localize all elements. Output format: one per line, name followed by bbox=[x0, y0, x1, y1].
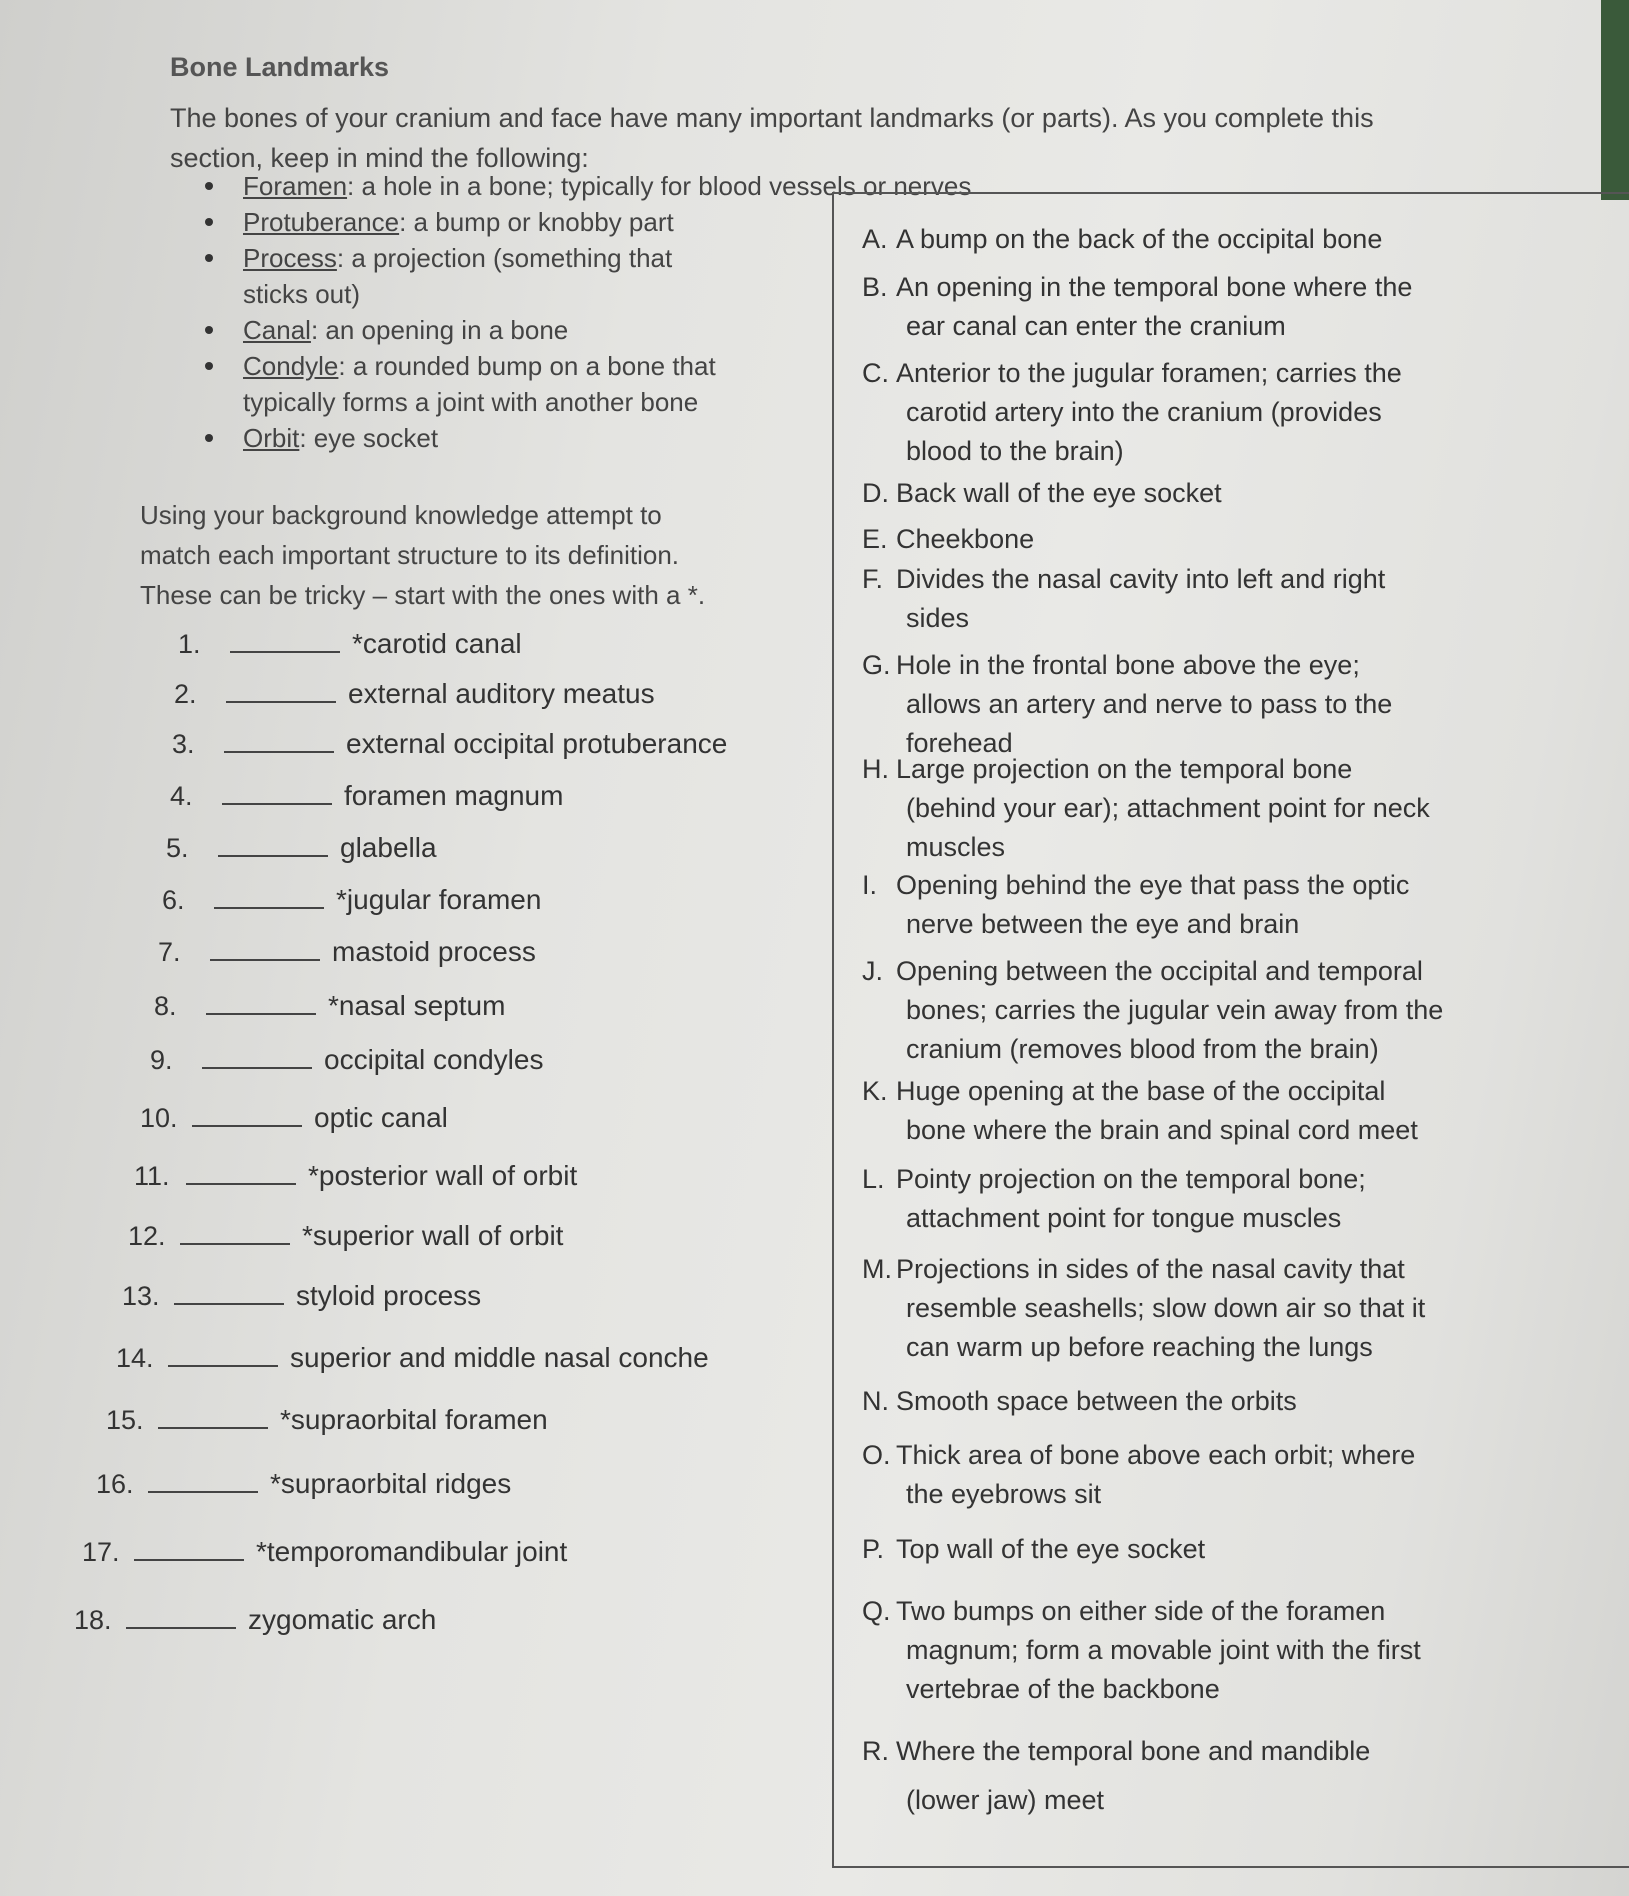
question-4 bbox=[170, 780, 563, 812]
definition-line: bone where the brain and spinal cord meet bbox=[906, 1115, 1418, 1145]
definition-line: Opening behind the eye that pass the optic bbox=[896, 870, 1410, 900]
definition-q bbox=[862, 1592, 1582, 1709]
definition-line: Hole in the frontal bone above the eye; bbox=[896, 650, 1360, 680]
answer-blank[interactable] bbox=[126, 1607, 236, 1629]
definition-line: Opening between the occipital and temporal bbox=[896, 956, 1423, 986]
intro-line: The bones of your cranium and face have many important landmarks (or parts). As you complete this bbox=[170, 103, 1374, 133]
question-5 bbox=[166, 832, 437, 864]
question-number: 17. bbox=[82, 1537, 120, 1567]
question-label: *supraorbital ridges bbox=[270, 1468, 512, 1499]
definition-letter: C. bbox=[862, 358, 889, 388]
page-edge-strip bbox=[1601, 0, 1629, 200]
question-label: mastoid process bbox=[332, 936, 536, 967]
definition-line: Huge opening at the base of the occipital bbox=[896, 1076, 1386, 1106]
definition-line: carotid artery into the cranium (provides bbox=[906, 397, 1382, 427]
question-number: 6. bbox=[162, 885, 185, 915]
definition-line: An opening in the temporal bone where the bbox=[896, 272, 1413, 302]
question-1 bbox=[178, 628, 522, 660]
question-number: 18. bbox=[74, 1605, 112, 1635]
definition-line: Back wall of the eye socket bbox=[896, 478, 1222, 508]
question-label: *temporomandibular joint bbox=[256, 1536, 568, 1567]
question-12 bbox=[128, 1220, 563, 1252]
answer-blank[interactable] bbox=[168, 1345, 278, 1367]
vocab-term: Condyle bbox=[243, 351, 339, 381]
definition-line: blood to the brain) bbox=[906, 436, 1124, 466]
answer-blank[interactable] bbox=[230, 631, 340, 653]
answer-blank[interactable] bbox=[206, 993, 316, 1015]
definition-line: Large projection on the temporal bone bbox=[896, 754, 1353, 784]
definition-l bbox=[862, 1160, 1582, 1238]
question-label: zygomatic arch bbox=[248, 1604, 437, 1635]
definition-c bbox=[862, 354, 1582, 471]
definition-letter: R. bbox=[862, 1736, 889, 1766]
definition-o bbox=[862, 1436, 1582, 1514]
answer-blank[interactable] bbox=[148, 1471, 258, 1493]
instruction-line: Using your background knowledge attempt to bbox=[140, 500, 662, 530]
question-8 bbox=[154, 990, 505, 1022]
definition-letter: O. bbox=[862, 1440, 891, 1470]
answer-blank[interactable] bbox=[174, 1283, 284, 1305]
definition-letter: E. bbox=[862, 524, 888, 554]
vocab-def: : a bump or knobby part bbox=[399, 207, 674, 237]
definition-line: attachment point for tongue muscles bbox=[906, 1203, 1342, 1233]
definition-line: bones; carries the jugular vein away from the bbox=[906, 995, 1444, 1025]
definition-letter: A. bbox=[862, 224, 888, 254]
vocab-def: : a projection (something that bbox=[336, 243, 673, 273]
vocab-term: Process bbox=[243, 243, 337, 273]
definition-i bbox=[862, 866, 1582, 944]
vocab-term: Orbit bbox=[243, 423, 300, 453]
definition-letter: F. bbox=[862, 564, 884, 594]
vocab-def-cont: typically forms a joint with another bone bbox=[243, 387, 699, 417]
definition-j bbox=[862, 952, 1582, 1069]
question-10 bbox=[140, 1102, 448, 1134]
question-label: *carotid canal bbox=[352, 628, 522, 659]
question-17 bbox=[82, 1536, 567, 1568]
answer-blank[interactable] bbox=[202, 1047, 312, 1069]
definition-d bbox=[862, 474, 1582, 513]
definition-line: Cheekbone bbox=[896, 524, 1035, 554]
question-label: occipital condyles bbox=[324, 1044, 544, 1075]
definition-line: Divides the nasal cavity into left and right bbox=[896, 564, 1386, 594]
vocab-def: : a rounded bump on a bone that bbox=[338, 351, 716, 381]
definition-letter: J. bbox=[862, 956, 884, 986]
question-number: 10. bbox=[140, 1103, 178, 1133]
definition-g bbox=[862, 646, 1582, 763]
definition-line: resemble seashells; slow down air so that it bbox=[906, 1293, 1426, 1323]
definition-m bbox=[862, 1250, 1582, 1367]
question-number: 12. bbox=[128, 1221, 166, 1251]
definition-line: cranium (removes blood from the brain) bbox=[906, 1034, 1379, 1064]
question-number: 1. bbox=[178, 629, 201, 659]
definition-letter: D. bbox=[862, 478, 889, 508]
intro-paragraph bbox=[170, 98, 1374, 178]
definition-letter: I. bbox=[862, 870, 878, 900]
definition-line: allows an artery and nerve to pass to the bbox=[906, 689, 1393, 719]
vocab-term: Canal bbox=[243, 315, 311, 345]
question-label: *superior wall of orbit bbox=[302, 1220, 564, 1251]
question-number: 16. bbox=[96, 1469, 134, 1499]
vocab-def: : an opening in a bone bbox=[310, 315, 569, 345]
definition-line: Pointy projection on the temporal bone; bbox=[896, 1164, 1366, 1194]
question-6 bbox=[162, 884, 541, 916]
page-title: Bone Landmarks bbox=[170, 52, 390, 82]
question-number: 8. bbox=[154, 991, 177, 1021]
question-number: 13. bbox=[122, 1281, 160, 1311]
question-number: 15. bbox=[106, 1405, 144, 1435]
question-14 bbox=[116, 1342, 709, 1374]
definition-letter: N. bbox=[862, 1386, 889, 1416]
definition-e bbox=[862, 520, 1582, 559]
instruction-line: These can be tricky – start with the ones with a *. bbox=[140, 580, 706, 610]
question-number: 14. bbox=[116, 1343, 154, 1373]
definition-f bbox=[862, 560, 1582, 638]
question-2 bbox=[174, 678, 655, 710]
definition-letter: G. bbox=[862, 650, 891, 680]
question-number: 9. bbox=[150, 1045, 173, 1075]
answer-blank[interactable] bbox=[218, 835, 328, 857]
vocab-def-cont: sticks out) bbox=[243, 279, 361, 309]
definition-line: Projections in sides of the nasal cavity that bbox=[896, 1254, 1405, 1284]
definition-line: (behind your ear); attachment point for neck bbox=[906, 793, 1430, 823]
definition-line: Two bumps on either side of the foramen bbox=[896, 1596, 1386, 1626]
answer-blank[interactable] bbox=[158, 1407, 268, 1429]
answer-blank[interactable] bbox=[192, 1105, 302, 1127]
definition-line: A bump on the back of the occipital bone bbox=[896, 224, 1383, 254]
question-label: external auditory meatus bbox=[348, 678, 655, 709]
answer-blank[interactable] bbox=[210, 939, 320, 961]
question-15 bbox=[106, 1404, 548, 1436]
vocab-def: : eye socket bbox=[299, 423, 439, 453]
question-number: 2. bbox=[174, 679, 197, 709]
question-label: styloid process bbox=[296, 1280, 482, 1311]
definition-line: Where the temporal bone and mandible bbox=[896, 1736, 1371, 1766]
vocab-def: : a hole in a bone; typically for blood vessels or nerves bbox=[347, 171, 972, 201]
question-13 bbox=[122, 1280, 481, 1312]
definition-letter: B. bbox=[862, 272, 888, 302]
question-11 bbox=[134, 1160, 577, 1192]
definition-line: magnum; form a movable joint with the first bbox=[906, 1635, 1421, 1665]
question-number: 11. bbox=[134, 1161, 170, 1191]
definition-line: Anterior to the jugular foramen; carries the bbox=[896, 358, 1402, 388]
answer-blank[interactable] bbox=[224, 731, 334, 753]
instruction-line: match each important structure to its definition. bbox=[140, 540, 680, 570]
intro-line: section, keep in mind the following: bbox=[170, 143, 589, 173]
instructions bbox=[140, 495, 705, 615]
question-3 bbox=[172, 728, 727, 760]
question-18 bbox=[74, 1604, 436, 1636]
answer-blank[interactable] bbox=[222, 783, 332, 805]
definition-line: can warm up before reaching the lungs bbox=[906, 1332, 1373, 1362]
definition-letter: M. bbox=[862, 1254, 892, 1284]
definition-letter: K. bbox=[862, 1076, 888, 1106]
question-9 bbox=[150, 1044, 543, 1076]
question-label: external occipital protuberance bbox=[346, 728, 728, 759]
question-label: *jugular foramen bbox=[336, 884, 542, 915]
answer-blank[interactable] bbox=[214, 887, 324, 909]
answer-blank[interactable] bbox=[226, 681, 336, 703]
definition-line: the eyebrows sit bbox=[906, 1479, 1102, 1509]
question-number: 7. bbox=[158, 937, 181, 967]
answer-blank[interactable] bbox=[186, 1163, 296, 1185]
vocab-term: Foramen bbox=[243, 171, 348, 201]
question-label: *nasal septum bbox=[328, 990, 506, 1021]
definition-line: (lower jaw) meet bbox=[906, 1785, 1105, 1815]
question-label: *supraorbital foramen bbox=[280, 1404, 548, 1435]
answer-blank[interactable] bbox=[134, 1539, 244, 1561]
definition-line: forehead bbox=[906, 728, 1013, 758]
question-label: superior and middle nasal conche bbox=[290, 1342, 709, 1373]
definition-line: Thick area of bone above each orbit; where bbox=[896, 1440, 1416, 1470]
definition-a bbox=[862, 220, 1582, 259]
question-number: 4. bbox=[170, 781, 193, 811]
question-label: foramen magnum bbox=[344, 780, 564, 811]
definition-line: vertebrae of the backbone bbox=[906, 1674, 1220, 1704]
definition-n bbox=[862, 1382, 1582, 1421]
definition-k bbox=[862, 1072, 1582, 1150]
question-label: *posterior wall of orbit bbox=[308, 1160, 578, 1191]
definition-letter: H. bbox=[862, 754, 889, 784]
answer-blank[interactable] bbox=[180, 1223, 290, 1245]
definition-line: muscles bbox=[906, 832, 1006, 862]
definition-line: Top wall of the eye socket bbox=[896, 1534, 1206, 1564]
question-label: glabella bbox=[340, 832, 437, 863]
definition-b bbox=[862, 268, 1582, 346]
definition-letter: P. bbox=[862, 1534, 885, 1564]
definition-line: nerve between the eye and brain bbox=[906, 909, 1300, 939]
definition-r bbox=[862, 1732, 1582, 1820]
definition-letter: Q. bbox=[862, 1596, 891, 1626]
question-7 bbox=[158, 936, 536, 968]
definition-h bbox=[862, 750, 1582, 867]
question-16 bbox=[96, 1468, 511, 1500]
vocab-term: Protuberance bbox=[243, 207, 400, 237]
definition-p bbox=[862, 1530, 1582, 1569]
definition-line: sides bbox=[906, 603, 970, 633]
question-number: 5. bbox=[166, 833, 189, 863]
definition-line: Smooth space between the orbits bbox=[896, 1386, 1297, 1416]
question-label: optic canal bbox=[314, 1102, 448, 1133]
question-number: 3. bbox=[172, 729, 195, 759]
definition-letter: L. bbox=[862, 1164, 885, 1194]
definition-line: ear canal can enter the cranium bbox=[906, 311, 1286, 341]
